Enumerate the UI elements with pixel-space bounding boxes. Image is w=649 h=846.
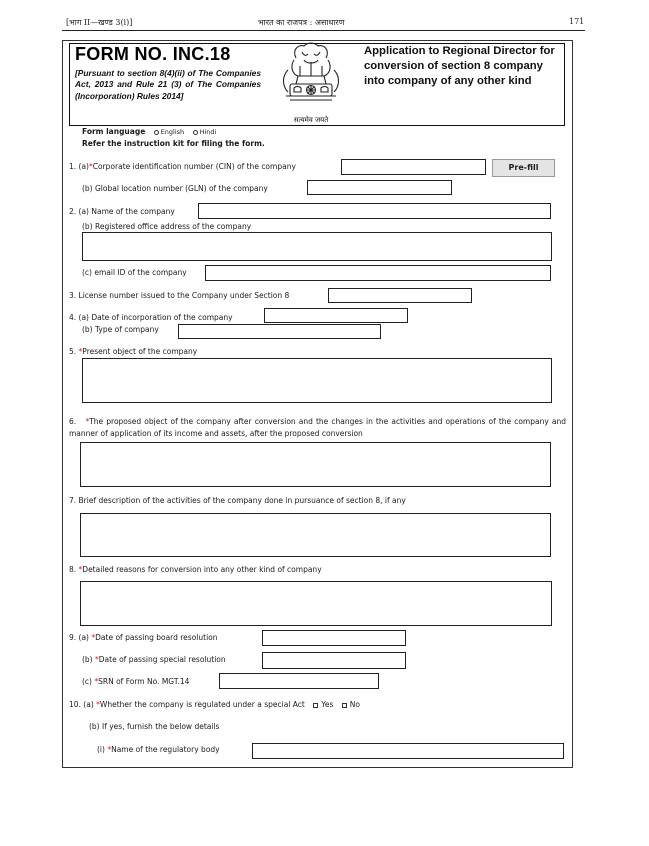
no-checkbox[interactable] [342,703,347,708]
form-language-row [82,127,216,136]
q10a-label [69,700,360,709]
header-rule [62,30,585,31]
yes-label: Yes [321,700,334,709]
q9c-label [82,677,189,686]
form-title: Application to Regional Director for conversion of section 8 company into company of any other kind [364,45,555,87]
yes-checkbox[interactable] [313,703,318,708]
instruction-text: Refer the instruction kit for filing the form. [82,139,265,148]
required-marker: * [107,745,112,754]
q9b-text: Date of passing special resolution [98,655,226,664]
q6-number: 6. [69,417,77,426]
board-resolution-date-input[interactable] [262,630,406,646]
language-english-radio[interactable] [154,130,159,135]
gln-input[interactable] [307,180,452,195]
q9c-number: (c) [82,677,92,686]
q1a-label [69,162,296,171]
required-marker: * [95,655,99,664]
q1a-number: 1. (a) [69,162,89,171]
proposed-object-input[interactable] [80,442,551,487]
q1a-text: Corporate identification number (CIN) of the company [92,162,296,171]
q7-label: 7. Brief description of the activities of the company done in pursuance of section 8, if any [69,496,406,505]
activities-description-input[interactable] [80,513,551,557]
form-language-label: Form language [82,127,146,136]
q2a-label: 2. (a) Name of the company [69,207,175,216]
language-hindi-radio[interactable] [193,130,198,135]
q10a-number: 10. (a) [69,700,94,709]
required-marker: * [85,417,90,426]
emblem-motto: सत्यमेव जयते [293,116,329,124]
q9a-label [69,633,218,642]
required-marker: * [78,565,83,574]
special-resolution-date-input[interactable] [262,652,406,669]
no-label: No [349,700,360,709]
q8-text: Detailed reasons for conversion into any other kind of company [82,565,322,574]
email-input[interactable] [205,265,551,281]
q10bi-number: (i) [97,745,105,754]
license-number-input[interactable] [328,288,472,303]
cin-input[interactable] [341,159,486,175]
q2c-label: (c) email ID of the company [82,268,187,277]
q10bi-text: Name of the regulatory body [111,745,220,754]
q4a-label: 4. (a) Date of incorporation of the company [69,313,233,322]
pursuant-text: [Pursuant to section 8(4)(ii) of The Companies Act, 2013 and Rule 21 (3) of The Companies (Incorporation) Rules 2014] [75,68,261,101]
q10b-label: (b) If yes, furnish the below details [89,722,220,731]
q1b-label: (b) Global location number (GLN) of the company [82,184,268,193]
q9b-label [82,655,226,664]
q2b-label: (b) Registered office address of the company [82,222,252,231]
language-english-label: English [160,128,185,136]
q9c-text: SRN of Form No. MGT.14 [98,677,190,686]
page-number: 171 [569,17,585,26]
q10bi-label [97,745,220,754]
required-marker: * [94,677,99,686]
q9a-number: 9. (a) [69,633,89,642]
company-name-input[interactable] [198,203,551,219]
q5-label [69,347,197,356]
regulatory-body-input[interactable] [252,743,564,759]
required-marker: * [91,633,96,642]
conversion-reasons-input[interactable] [80,581,552,626]
q5-number: 5. [69,347,77,356]
q9a-text: Date of passing board resolution [95,633,218,642]
q6-text: The proposed object of the company after conversion and the changes in the activities and operations of the company and manner of application of its income and assets, after the proposed conversion [69,417,566,438]
required-marker: * [96,700,100,709]
q9b-number: (b) [82,655,93,664]
national-emblem-icon [268,40,354,124]
gazette-part-label: [भाग II—खण्ड 3(i)] [66,18,133,27]
q8-label [69,565,322,574]
q10a-text: Whether the company is regulated under a special Act [99,700,305,709]
company-type-input[interactable] [178,324,381,339]
form-number: FORM NO. INC.18 [75,44,231,64]
q8-number: 8. [69,565,77,574]
prefill-button[interactable]: Pre-fill [492,159,555,177]
q3-label: 3. License number issued to the Company under Section 8 [69,291,290,300]
q4b-label: (b) Type of company [82,325,159,334]
present-object-input[interactable] [82,358,552,403]
gazette-title: भारत का राजपत्र : असाधारण [258,18,345,27]
srn-mgt14-input[interactable] [219,673,379,689]
incorporation-date-input[interactable] [264,308,408,323]
q5-text: Present object of the company [82,347,198,356]
registered-address-input[interactable] [82,232,552,261]
q6-label [69,416,566,440]
required-marker: * [78,347,83,356]
required-marker: * [89,162,93,171]
language-hindi-label: Hindi [199,128,217,136]
